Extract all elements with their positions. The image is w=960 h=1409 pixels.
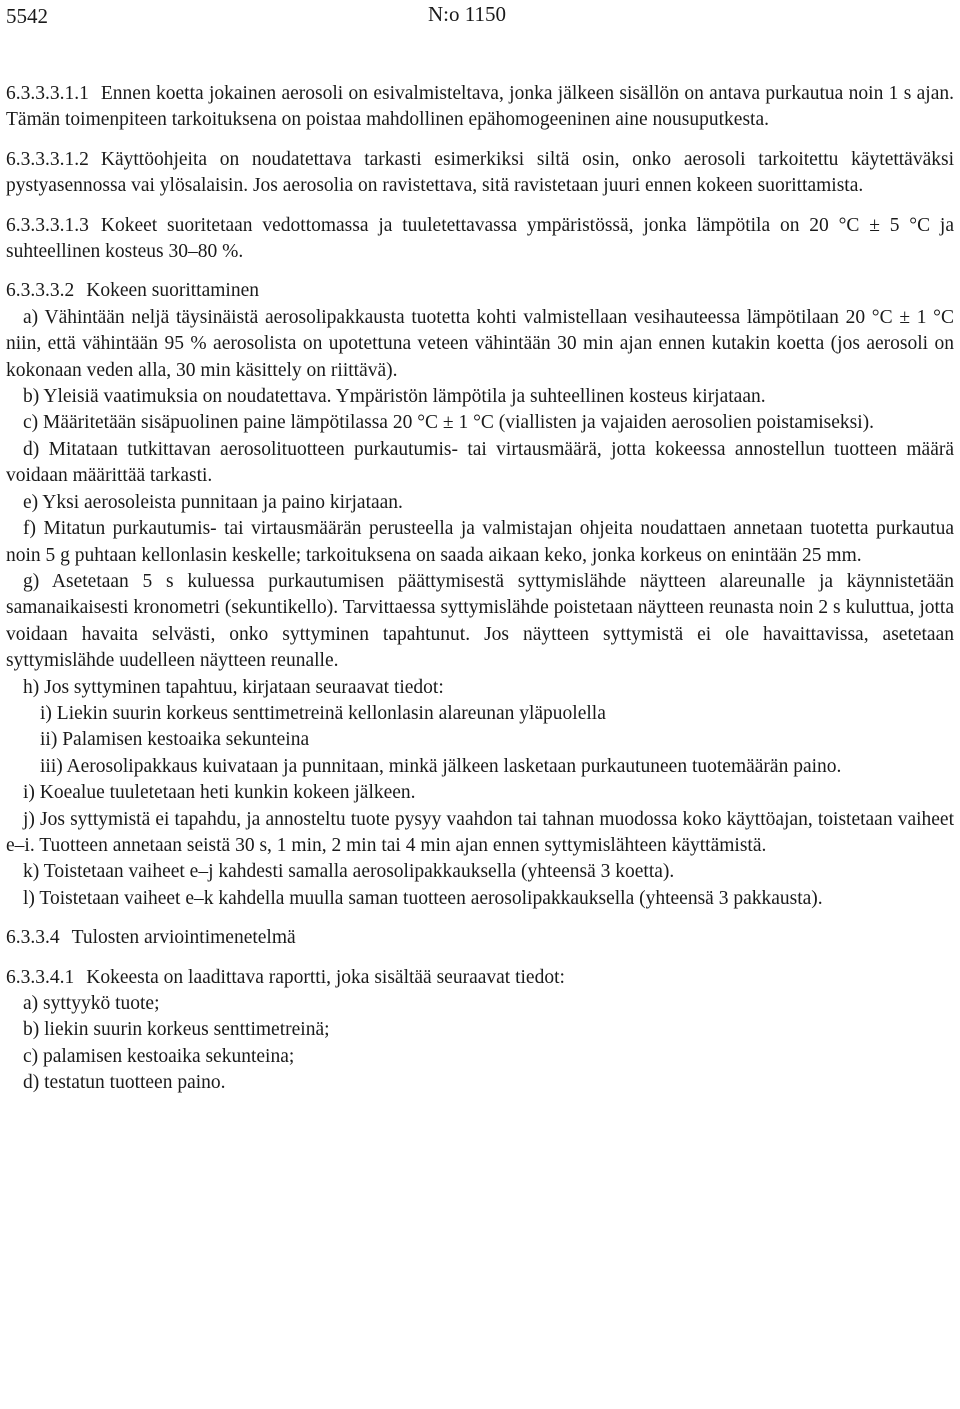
step-j: j) Jos syttymistä ei tapahdu, ja annosteltu tuote pysyy vaahdon tai tahnan muodossa koko käyttöajan, toistetaan vaiheet e–i. Tuotteen annetaan seistä 30 s, 1 min, 2 min tai 4 min ajan ennen syttymislähteen käyttämistä. (6, 808, 954, 856)
paragraph-text: Kokeet suoritetaan vedottomassa ja tuuletettavassa ympäristössä, jonka lämpötila on 20 °C ± 5 °C ja suhteellinen kosteus 30–80 %. (6, 214, 954, 263)
step-l: l) Toistetaan vaiheet e–k kahdella muulla saman tuotteen aerosolipakkauksella (yhteensä 3 pakkausta). (23, 887, 823, 909)
step-h: h) Jos syttyminen tapahtuu, kirjataan seuraavat tiedot: (23, 676, 444, 698)
page-header (0, 2, 960, 32)
report-item-b: b) liekin suurin korkeus senttimetreinä; (23, 1019, 330, 1041)
step-d: d) Mitataan tutkittavan aerosolituotteen purkautumis- tai virtausmäärä, jotta kokeessa annostellun tuotteen määrä voidaan määrittää tarkasti. (6, 438, 954, 487)
document-number: N:o 1150 (428, 2, 506, 26)
section-heading-6-3-3-3-2 (6, 278, 954, 304)
section-title: Kokeen suorittaminen (86, 280, 259, 302)
report-item-d: d) testatun tuotteen paino. (23, 1072, 226, 1094)
section-title: Tulosten arviointimenetelmä (71, 927, 296, 949)
step-i: i) Koealue tuuletetaan heti kunkin kokeen jälkeen. (23, 782, 416, 804)
step-a: a) Vähintään neljä täysinäistä aerosolipakkausta tuotetta kohti valmistellaan vesihauteessa lämpötilaan 20 °C ± 1 °C niin, että vähintään 95 % aerosolista on upotettuna veteen vähintään 30 min ajan ennen kutakin koetta (jos aerosoli on kokonaan veden alla, 30 min käsittely on riittävä). (6, 306, 954, 381)
paragraph-6-3-3-3-1-3 (6, 213, 954, 266)
step-g: g) Asetetaan 5 s kuluessa purkautumisen päättymisestä syttymislähde näytteen alareunalle ja käynnistetään samanaikaisesti kronometri (sekuntikello). Tarvittaessa syttymislähde poistetaan näytteen reunasta noin 2 s kuluttua, jotta voidaan havaita selvästi, onko syttyminen tapahtunut. Jos näytteen syttymistä ei ole havaittavissa, asetetaan syttymislähde uudelleen näytteen reunalle. (6, 570, 954, 672)
paragraph-text: Kokeesta on laadittava raportti, joka sisältää seuraavat tiedot: (86, 966, 565, 988)
document-body (6, 81, 954, 1097)
report-item-a: a) syttyykö tuote; (23, 993, 160, 1014)
section-number: 6.3.3.4 (6, 927, 60, 949)
paragraph-text: Käyttöohjeita on noudatettava tarkasti esimerkiksi siltä osin, onko aerosoli tarkoitettu käytettäväksi pystyasennossa vai ylösalaisin. Jos aerosolia on ravistettava, sitä ravistetaan juuri ennen kokeen suorittamista. (6, 148, 954, 197)
step-k: k) Toistetaan vaiheet e–j kahdesti samalla aerosolipakkauksella (yhteensä 3 koetta). (23, 861, 675, 883)
paragraph-6-3-3-4-1 (6, 965, 954, 991)
report-item-c: c) palamisen kestoaika sekunteina; (23, 1045, 295, 1067)
paragraph-6-3-3-3-1-2 (6, 147, 954, 200)
section-number: 6.3.3.4.1 (6, 966, 75, 988)
section-number: 6.3.3.3.1.2 (6, 148, 89, 170)
section-number: 6.3.3.3.1.3 (6, 214, 89, 236)
step-f: f) Mitatun purkautumis- tai virtausmäärän perusteella ja valmistajan ohjeita noudattaen annetaan tuotetta purkautua noin 5 g puhtaan kellonlasin keskelle; tarkoituksena on saada aikaan keko, jonka korkeus on enintään 25 mm. (6, 518, 954, 566)
step-h-iii: iii) Aerosolipakkaus kuivataan ja punnitaan, minkä jälkeen lasketaan purkautuneen tuotemäärän paino. (40, 755, 842, 777)
step-e: e) Yksi aerosoleista punnitaan ja paino kirjataan. (23, 491, 403, 513)
section-heading-6-3-3-4 (6, 925, 954, 951)
section-number: 6.3.3.3.1.1 (6, 83, 89, 104)
paragraph-text: Ennen koetta jokainen aerosoli on esivalmisteltava, jonka jälkeen sisällön on antava purkautua noin 1 s ajan. Tämän toimenpiteen tarkoituksena on poistaa mahdollinen epähomogeeninen aine nousuputkesta. (6, 83, 954, 131)
page-number: 5542 (6, 4, 48, 28)
step-h-ii: ii) Palamisen kestoaika sekunteina (40, 729, 310, 751)
section-number: 6.3.3.3.2 (6, 280, 75, 302)
step-b: b) Yleisiä vaatimuksia on noudatettava. Ympäristön lämpötila ja suhteellinen kosteus kirjataan. (23, 386, 766, 408)
step-h-i: i) Liekin suurin korkeus senttimetreinä kellonlasin alareunan yläpuolella (40, 702, 606, 724)
paragraph-6-3-3-3-1-1 (6, 81, 954, 134)
step-c: c) Määritetään sisäpuolinen paine lämpötilassa 20 °C ± 1 °C (viallisten ja vajaiden aerosolien poistamiseksi). (23, 412, 875, 434)
